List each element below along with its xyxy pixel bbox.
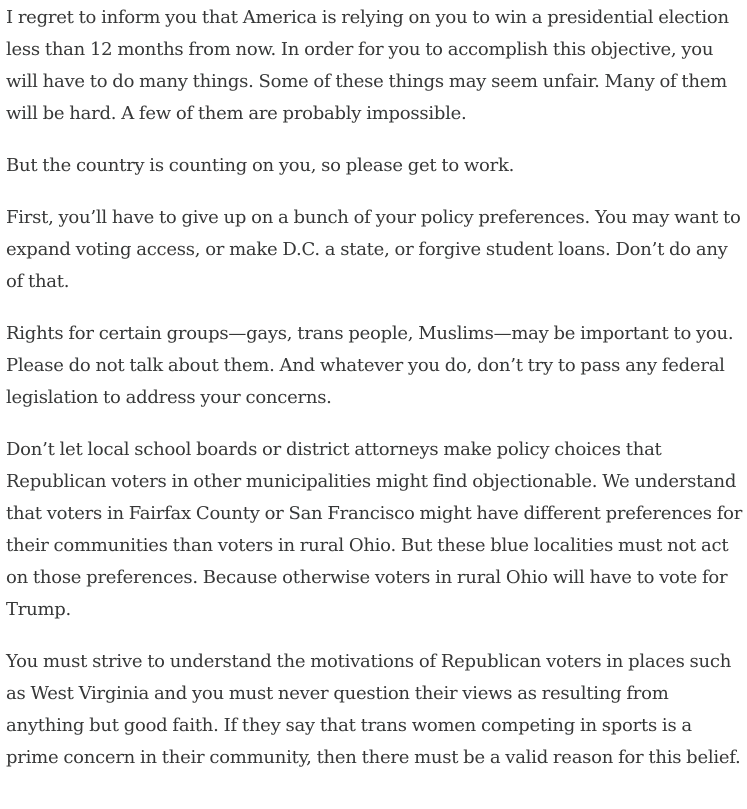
- article-body: [6, 2, 744, 794]
- article-paragraph-4: Rights for certain groups—gays, trans people, Muslims—may be important to you. Please do not talk about them. And whatever you do, don’t try to pass any federal legislation to address your concerns.: [6, 323, 734, 408]
- article-paragraph-1: I regret to inform you that America is relying on you to win a presidential election less than 12 months from now. In order for you to accomplish this objective, you will have to do many things. Some of these things may seem unfair. Many of them will be hard. A few of them are probably impossible.: [6, 7, 729, 124]
- article-paragraph-5: Don’t let local school boards or district attorneys make policy choices that Republican voters in other municipalities might find objectionable. We understand that voters in Fairfax County or San Francisco might have different preferences for their communities than voters in rural Ohio. But these blue localities must not act on those preferences. Because otherwise voters in rural Ohio will have to vote for Trump.: [6, 439, 743, 620]
- article-paragraph-3: First, you’ll have to give up on a bunch of your policy preferences. You may want to expand voting access, or make D.C. a state, or forgive student loans. Don’t do any of that.: [6, 207, 741, 292]
- article-paragraph-6: You must strive to understand the motivations of Republican voters in places such as West Virginia and you must never question their views as resulting from anything but good faith. If they say that trans women competing in sports is a prime concern in their community, then there must be a valid reason for this belief.: [6, 651, 741, 768]
- article-paragraph-2: But the country is counting on you, so please get to work.: [6, 155, 515, 176]
